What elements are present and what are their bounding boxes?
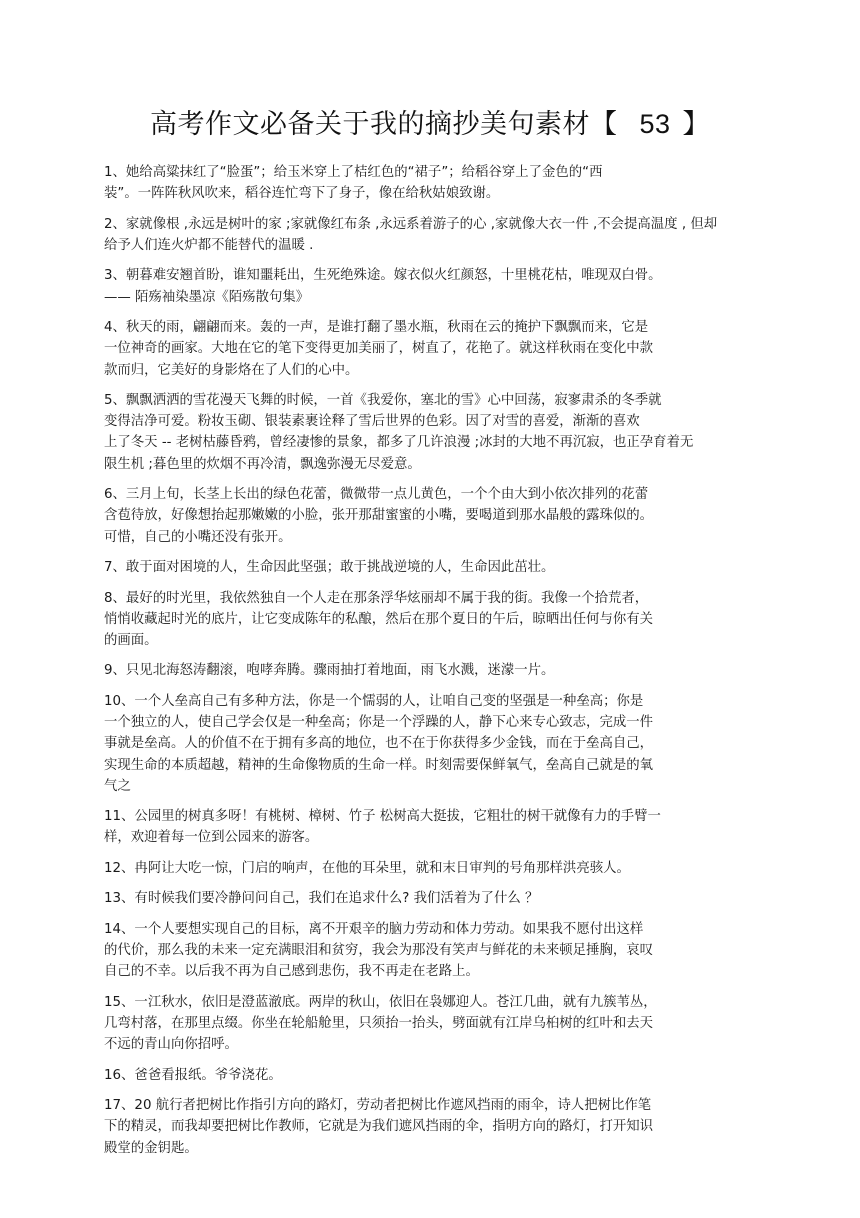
paragraph-line: 2、家就像根 ,永远是树叶的家 ;家就像红布条 ,永远系着游子的心 ,家就像大衣一件 ,不会提高温度 , 但却	[104, 216, 718, 232]
paragraph-line: 16、爸爸看报纸。爷爷浇花。	[104, 1067, 282, 1083]
paragraph-item	[104, 992, 764, 1056]
paragraph-line: 变得洁净可爱。粉妆玉砌、银装素裹诠释了雪后世界的色彩。因了对雪的喜爱，渐渐的喜欢	[104, 414, 640, 430]
paragraph-line: 殿堂的金钥匙。	[104, 1140, 198, 1156]
paragraph-item	[104, 162, 764, 204]
paragraph-item	[104, 265, 764, 307]
paragraph-item	[104, 806, 764, 848]
paragraph-line: 12、冉阿让大吃一惊，门启的响声，在他的耳朵里，就和末日审判的号角那样洪亮骇人。	[104, 860, 630, 876]
paragraph-item	[104, 858, 764, 879]
paragraph-line: 13、有时候我们要冷静问问自己，我们在追求什么? 我们活着为了什么 ？	[104, 891, 539, 907]
paragraph-item	[104, 660, 764, 681]
paragraph-item	[104, 1065, 764, 1086]
paragraph-line: 的代价，那么我的未来一定充满眼泪和贫穷，我会为那没有笑声与鲜花的未来顿足捶胸，哀叹	[104, 943, 654, 959]
paragraph-line: 可惜，自己的小嘴还没有张开。	[104, 529, 292, 545]
paragraph-line: 事就是垒高。人的价值不在于拥有多高的地位，也不在于你获得多少金钱，而在于垒高自己，	[104, 736, 654, 752]
paragraph-line: 实现生命的本质超越，精神的生命像物质的生命一样。时刻需要保鲜氧气，垒高自己就是的氧	[104, 757, 654, 773]
paragraph-item	[104, 484, 764, 548]
paragraph-line: 上了冬天 -- 老树枯藤昏鸦，曾经凄惨的景象，都多了几许浪漫 ;冰封的大地不再沉寂，也正孕育着无	[104, 435, 694, 451]
paragraph-line: 自己的不幸。以后我不再为自己感到悲伤，我不再走在老路上。	[104, 964, 479, 980]
paragraph-line: 15、一江秋水，依旧是澄蓝澈底。两岸的秋山，依旧在袅娜迎人。苍江几曲，就有九簇苇丛，	[104, 994, 657, 1010]
title-bracket: 】	[682, 109, 711, 140]
document-body	[104, 162, 764, 1168]
paragraph-line: 气之	[104, 778, 131, 794]
paragraph-item	[104, 390, 764, 475]
paragraph-line: 7、敢于面对困境的人，生命因此坚强；敢于挑战逆境的人，生命因此茁壮。	[104, 560, 555, 576]
paragraph-line: 3、朝暮难安翘首盼，谁知噩耗出，生死绝殊途。嫁衣似火红颜怒，十里桃花枯，唯现双白骨。	[104, 268, 662, 284]
paragraph-line: 5、飘飘洒洒的雪花漫天飞舞的时候，一首《我爱你，塞北的雪》心中回荡，寂寥肃杀的冬季就	[104, 393, 662, 409]
paragraph-line: 10、一个人垒高自己有多种方法，你是一个懦弱的人，让咱自己变的坚强是一种垒高；你是	[104, 693, 644, 709]
paragraph-line: 17、20 航行者把树比作指引方向的路灯，劳动者把树比作遮风挡雨的雨伞，诗人把树比作笔	[104, 1098, 652, 1114]
title-number: 53	[639, 109, 671, 139]
paragraph-line: 4、秋天的雨，翩翩而来。轰的一声，是谁打翻了墨水瓶，秋雨在云的掩护下飘飘而来，它是	[104, 320, 649, 336]
paragraph-item	[104, 588, 764, 652]
paragraph-item	[104, 691, 764, 797]
paragraph-line: —— 陌殇袖染墨凉《陌殇散句集》	[104, 289, 310, 305]
paragraph-item	[104, 888, 764, 909]
paragraph-line: 含苞待放，好像想抬起那嫩嫩的小脸，张开那甜蜜蜜的小嘴，要喝道到那水晶般的露珠似的。	[104, 508, 654, 524]
paragraph-line: 6、三月上旬，长茎上长出的绿色花蕾，微微带一点儿黄色，一个个由大到小依次排列的花蕾	[104, 487, 649, 503]
paragraph-line: 1、她给高粱抹红了“脸蛋”；给玉米穿上了桔红色的“裙子”；给稻谷穿上了金色的“西	[104, 165, 603, 180]
paragraph-line: 不远的青山向你招呼。	[104, 1037, 238, 1053]
paragraph-line: 14、一个人要想实现自己的目标，离不开艰辛的脑力劳动和体力劳动。如果我不愿付出这样	[104, 921, 644, 937]
paragraph-line: 样，欢迎着每一位到公园来的游客。	[104, 830, 319, 846]
page-title	[60, 104, 800, 145]
paragraph-item	[104, 919, 764, 983]
paragraph-line: 款而归，它美好的身影烙在了人们的心中。	[104, 362, 359, 378]
paragraph-line: 的画面。	[104, 632, 158, 648]
paragraph-line: 悄悄收藏起时光的底片，让它变成陈年的私酿，然后在那个夏日的午后，晾晒出任何与你有关	[104, 611, 654, 627]
paragraph-line: 一位神奇的画家。大地在它的笔下变得更加美丽了，树直了，花艳了。就这样秋雨在变化中款	[104, 341, 654, 357]
paragraph-line: 一个独立的人，使自己学会仅是一种垒高；你是一个浮躁的人，静下心来专心致志，完成一件	[104, 715, 654, 731]
paragraph-line: 8、最好的时光里，我依然独自一个人走在那条浮华炫丽却不属于我的街。我像一个拾荒者，	[104, 590, 649, 606]
paragraph-line: 装”。一阵阵秋风吹来，稻谷连忙弯下了身子，像在给秋姑娘致谢。	[104, 186, 500, 202]
paragraph-line: 限生机 ;暮色里的炊烟不再冷清，飘逸弥漫无尽爱意。	[104, 456, 421, 472]
paragraph-line: 11、公园里的树真多呀！有桃树、樟树、竹子 松树高大挺拔，它粗壮的树干就像有力的手臂一	[104, 809, 661, 825]
paragraph-item	[104, 214, 764, 256]
paragraph-line: 9、只见北海怒涛翻滚，咆哮奔腾。骤雨抽打着地面，雨飞水溅，迷濛一片。	[104, 663, 555, 679]
paragraph-line: 给予人们连火炉都不能替代的温暖 .	[104, 237, 314, 253]
paragraph-line: 下的精灵，而我却要把树比作教师，它就是为我们遮风挡雨的伞，指明方向的路灯，打开知识	[104, 1119, 654, 1135]
title-text: 高考作文必备关于我的摘抄美句素材【	[149, 109, 618, 140]
paragraph-item	[104, 1095, 764, 1159]
paragraph-item	[104, 317, 764, 381]
paragraph-item	[104, 557, 764, 578]
paragraph-line: 几弯村落，在那里点缀。你坐在轮船舱里，只须抬一抬头，劈面就有江岸乌桕树的红叶和去天	[104, 1016, 654, 1032]
